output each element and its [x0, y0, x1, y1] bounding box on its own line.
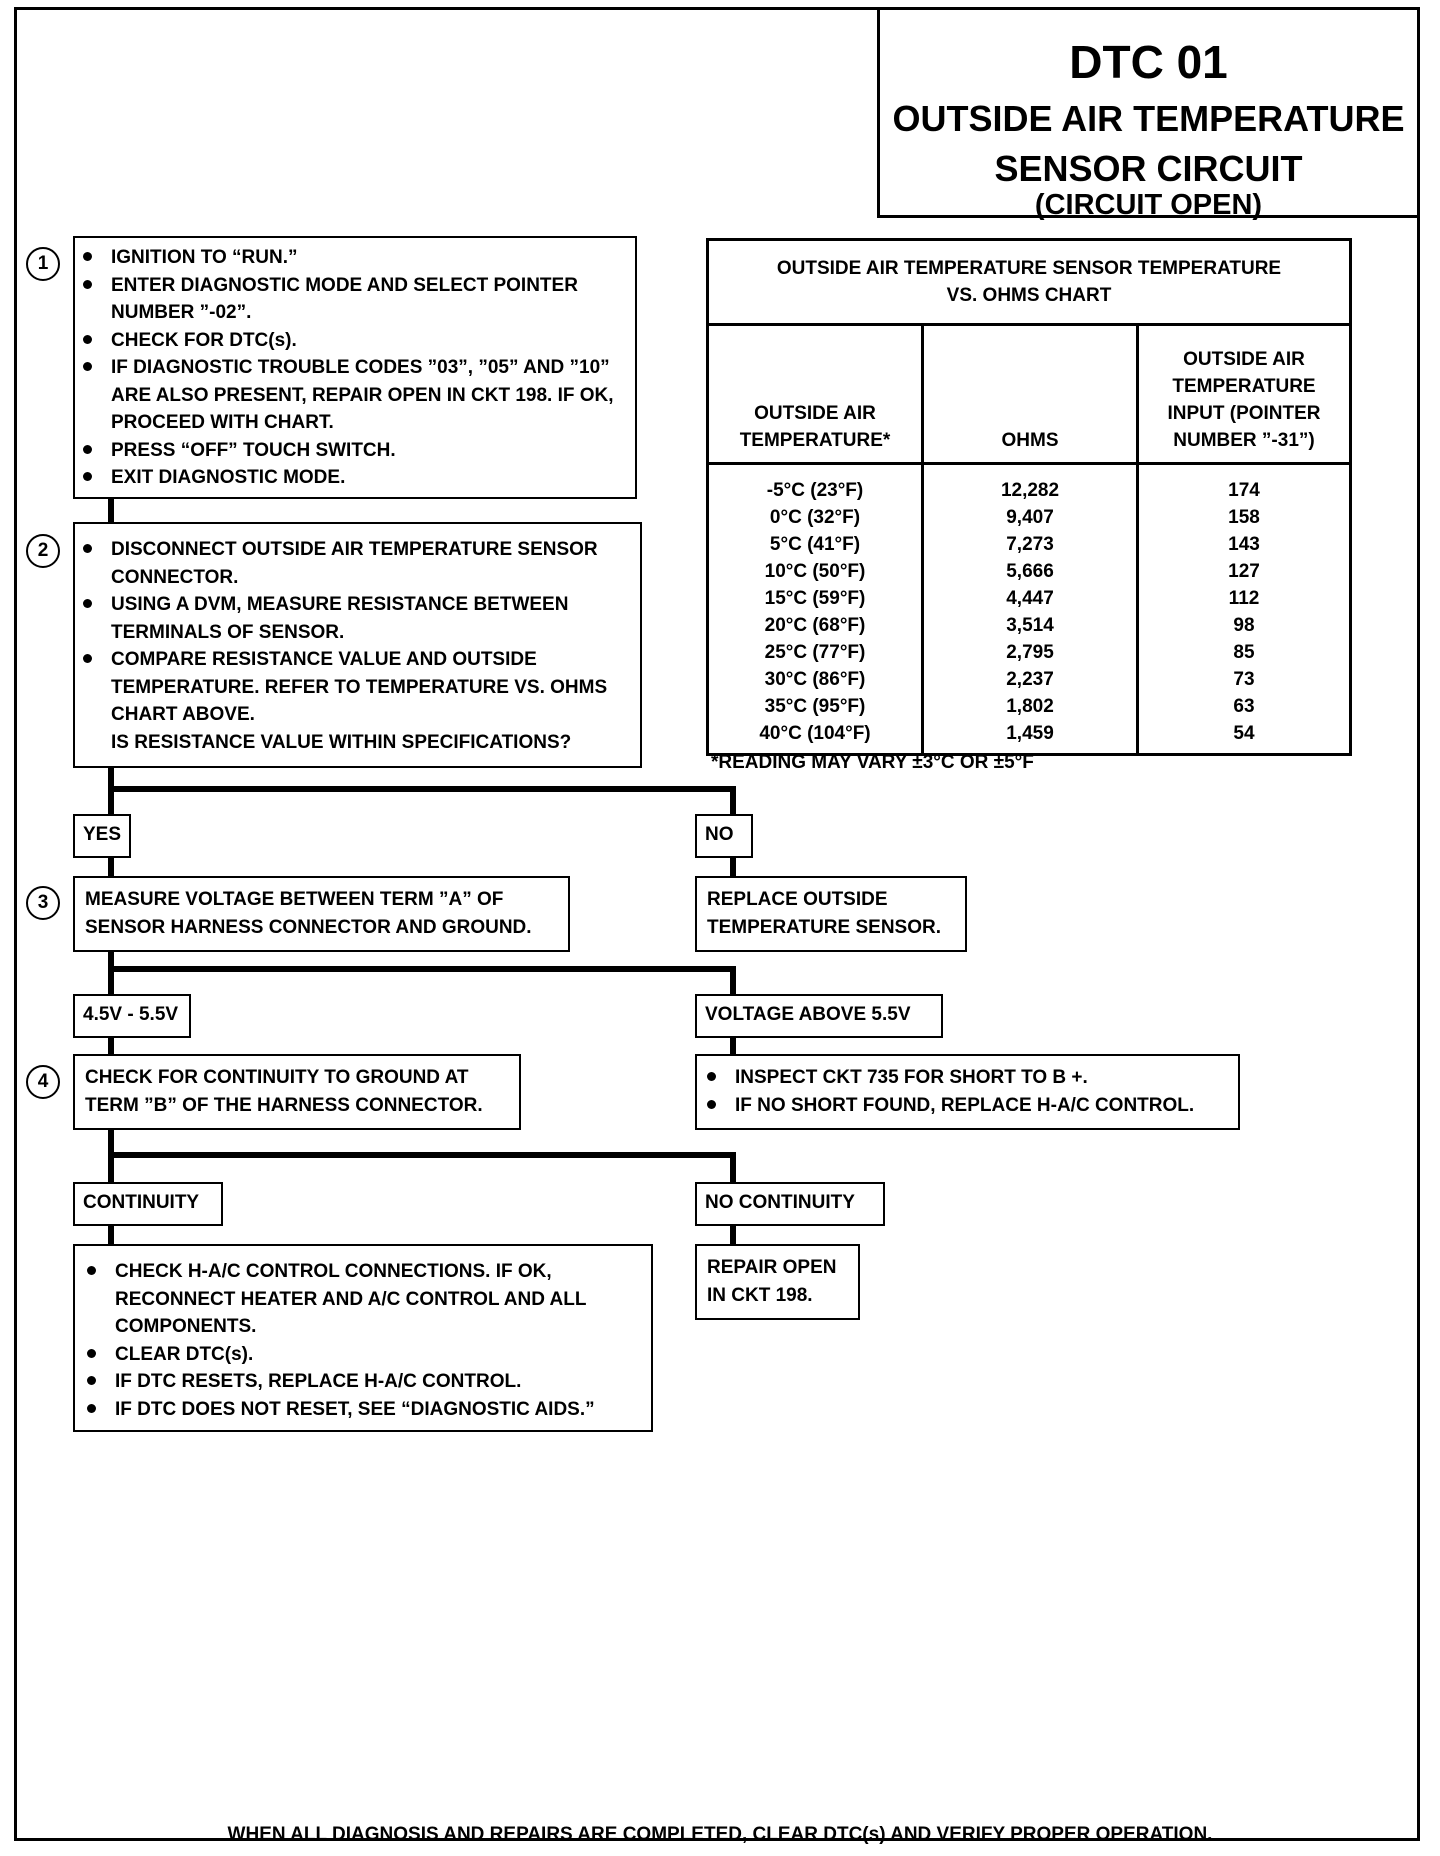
chart-cell-input: 112	[1138, 585, 1351, 612]
step-2-item: USING A DVM, MEASURE RESISTANCE BETWEEN TERMINALS OF SENSOR.	[75, 591, 632, 646]
voltage-ok-label: 4.5V - 5.5V	[73, 994, 191, 1038]
step-2-item: COMPARE RESISTANCE VALUE AND OUTSIDE TEMPERATURE. REFER TO TEMPERATURE VS. OHMS CHART ABOVE.	[75, 646, 632, 729]
no-label: NO	[695, 814, 753, 858]
step-number-1: 1	[26, 247, 60, 281]
connector-no-action	[730, 856, 736, 878]
connector-vhigh-action	[730, 1036, 736, 1056]
step-2-item: DISCONNECT OUTSIDE AIR TEMPERATURE SENSOR CONNECTOR.	[75, 536, 632, 591]
chart-cell-temperature: 15°C (59°F)	[708, 585, 923, 612]
chart-cell-input: 158	[1138, 504, 1351, 531]
chart-cell-ohms: 3,514	[923, 612, 1138, 639]
chart-cell-input: 54	[1138, 720, 1351, 755]
chart-note: *READING MAY VARY ±3°C OR ±5°F	[711, 752, 1034, 773]
chart-row	[708, 464, 1351, 505]
no-continuity-label: NO CONTINUITY	[695, 1182, 885, 1226]
chart-cell-ohms: 7,273	[923, 531, 1138, 558]
branch-line-1	[108, 786, 736, 792]
chart-cell-input: 63	[1138, 693, 1351, 720]
chart-cell-input: 85	[1138, 639, 1351, 666]
chart-cell-temperature: -5°C (23°F)	[708, 464, 923, 505]
chart-cell-ohms: 1,459	[923, 720, 1138, 755]
step-1-item: IGNITION TO “RUN.”	[75, 244, 627, 272]
chart-body	[708, 464, 1351, 755]
step-1-box	[73, 236, 637, 499]
chart-cell-temperature: 20°C (68°F)	[708, 612, 923, 639]
chart-cell-temperature: 35°C (95°F)	[708, 693, 923, 720]
step-1-item: IF DIAGNOSTIC TROUBLE CODES ”03”, ”05” AND ”10” ARE ALSO PRESENT, REPAIR OPEN IN CKT 198. IF OK, PROCEED WITH CHART.	[75, 354, 627, 437]
dtc-code: DTC 01	[1069, 36, 1228, 88]
chart-cell-ohms: 4,447	[923, 585, 1138, 612]
chart-cell-ohms: 1,802	[923, 693, 1138, 720]
chart-cell-ohms: 2,237	[923, 666, 1138, 693]
chart-cell-ohms: 12,282	[923, 464, 1138, 505]
chart-row	[708, 693, 1351, 720]
chart-cell-ohms: 9,407	[923, 504, 1138, 531]
chart-row	[708, 639, 1351, 666]
branch-line-2-right	[730, 966, 736, 994]
connector-yes-3	[108, 856, 114, 878]
step-1-item: CHECK FOR DTC(s).	[75, 327, 627, 355]
yes-label: YES	[73, 814, 131, 858]
connector-cont-action	[108, 1224, 114, 1246]
chart-header-ohms: OHMS	[923, 325, 1138, 464]
connector-1-2	[108, 497, 114, 524]
chart-cell-temperature: 5°C (41°F)	[708, 531, 923, 558]
chart-cell-temperature: 10°C (50°F)	[708, 558, 923, 585]
chart-title: OUTSIDE AIR TEMPERATURE SENSOR TEMPERATURE VS. OHMS CHART	[708, 240, 1351, 325]
step-1-item: ENTER DIAGNOSTIC MODE AND SELECT POINTER NUMBER ”-02”.	[75, 272, 627, 327]
chart-cell-input: 73	[1138, 666, 1351, 693]
chart-cell-temperature: 25°C (77°F)	[708, 639, 923, 666]
chart-row	[708, 558, 1351, 585]
chart-cell-temperature: 40°C (104°F)	[708, 720, 923, 755]
chart-row	[708, 720, 1351, 755]
title-line-1: OUTSIDE AIR TEMPERATURE	[892, 98, 1405, 139]
chart-header-input: OUTSIDE AIR TEMPERATURE INPUT (POINTER NUMBER ”-31”)	[1138, 325, 1351, 464]
step-3-box: MEASURE VOLTAGE BETWEEN TERM ”A” OF SENSOR HARNESS CONNECTOR AND GROUND.	[73, 876, 570, 952]
connector-nocont-action	[730, 1224, 736, 1246]
title-line-3: (CIRCUIT OPEN)	[1034, 189, 1263, 221]
title-line-2: SENSOR CIRCUIT	[994, 148, 1303, 189]
chart-cell-ohms: 5,666	[923, 558, 1138, 585]
voltage-high-item: IF NO SHORT FOUND, REPLACE H-A/C CONTROL.	[699, 1092, 1230, 1120]
step-2-box	[73, 522, 642, 768]
step-number-4: 4	[26, 1065, 60, 1099]
connector-vok-4	[108, 1036, 114, 1056]
step-1-item: EXIT DIAGNOSTIC MODE.	[75, 464, 627, 492]
chart-cell-input: 143	[1138, 531, 1351, 558]
continuity-item: CHECK H-A/C CONTROL CONNECTIONS. IF OK, RECONNECT HEATER AND A/C CONTROL AND ALL COMPONENTS.	[79, 1258, 643, 1341]
chart-header-temperature: OUTSIDE AIR TEMPERATURE*	[708, 325, 923, 464]
voltage-high-label: VOLTAGE ABOVE 5.5V	[695, 994, 943, 1038]
voltage-high-item: INSPECT CKT 735 FOR SHORT TO B +.	[699, 1064, 1230, 1092]
branch-line-3-right	[730, 1152, 736, 1184]
continuity-label: CONTINUITY	[73, 1182, 223, 1226]
title-block	[877, 7, 1420, 221]
step-number-2: 2	[26, 534, 60, 568]
continuity-item: CLEAR DTC(s).	[79, 1341, 643, 1369]
chart-cell-ohms: 2,795	[923, 639, 1138, 666]
chart-row	[708, 666, 1351, 693]
chart-cell-input: 127	[1138, 558, 1351, 585]
step-2-question: IS RESISTANCE VALUE WITHIN SPECIFICATIONS?	[111, 731, 572, 753]
chart-cell-input: 98	[1138, 612, 1351, 639]
temperature-ohms-chart	[706, 238, 1352, 756]
chart-row	[708, 612, 1351, 639]
no-continuity-action-box: REPAIR OPEN IN CKT 198.	[695, 1244, 860, 1320]
branch-line-3	[108, 1152, 736, 1158]
branch-line-2	[108, 966, 736, 972]
chart-row	[708, 585, 1351, 612]
no-action-box: REPLACE OUTSIDE TEMPERATURE SENSOR.	[695, 876, 967, 952]
step-4-box: CHECK FOR CONTINUITY TO GROUND AT TERM ”B” OF THE HARNESS CONNECTOR.	[73, 1054, 521, 1130]
continuity-item: IF DTC DOES NOT RESET, SEE “DIAGNOSTIC AIDS.”	[79, 1396, 643, 1424]
connector-3-branch	[108, 950, 114, 994]
step-number-3: 3	[26, 886, 60, 920]
chart-row	[708, 531, 1351, 558]
branch-line-1-right	[730, 786, 736, 816]
continuity-action-box	[73, 1244, 653, 1432]
step-1-item: PRESS “OFF” TOUCH SWITCH.	[75, 437, 627, 465]
continuity-item: IF DTC RESETS, REPLACE H-A/C CONTROL.	[79, 1368, 643, 1396]
voltage-high-action-box	[695, 1054, 1240, 1130]
chart-cell-temperature: 30°C (86°F)	[708, 666, 923, 693]
chart-cell-input: 174	[1138, 464, 1351, 505]
chart-cell-temperature: 0°C (32°F)	[708, 504, 923, 531]
footer-note: WHEN ALL DIAGNOSIS AND REPAIRS ARE COMPLETED, CLEAR DTC(s) AND VERIFY PROPER OPERATION.	[227, 1824, 1213, 1845]
chart-row	[708, 504, 1351, 531]
